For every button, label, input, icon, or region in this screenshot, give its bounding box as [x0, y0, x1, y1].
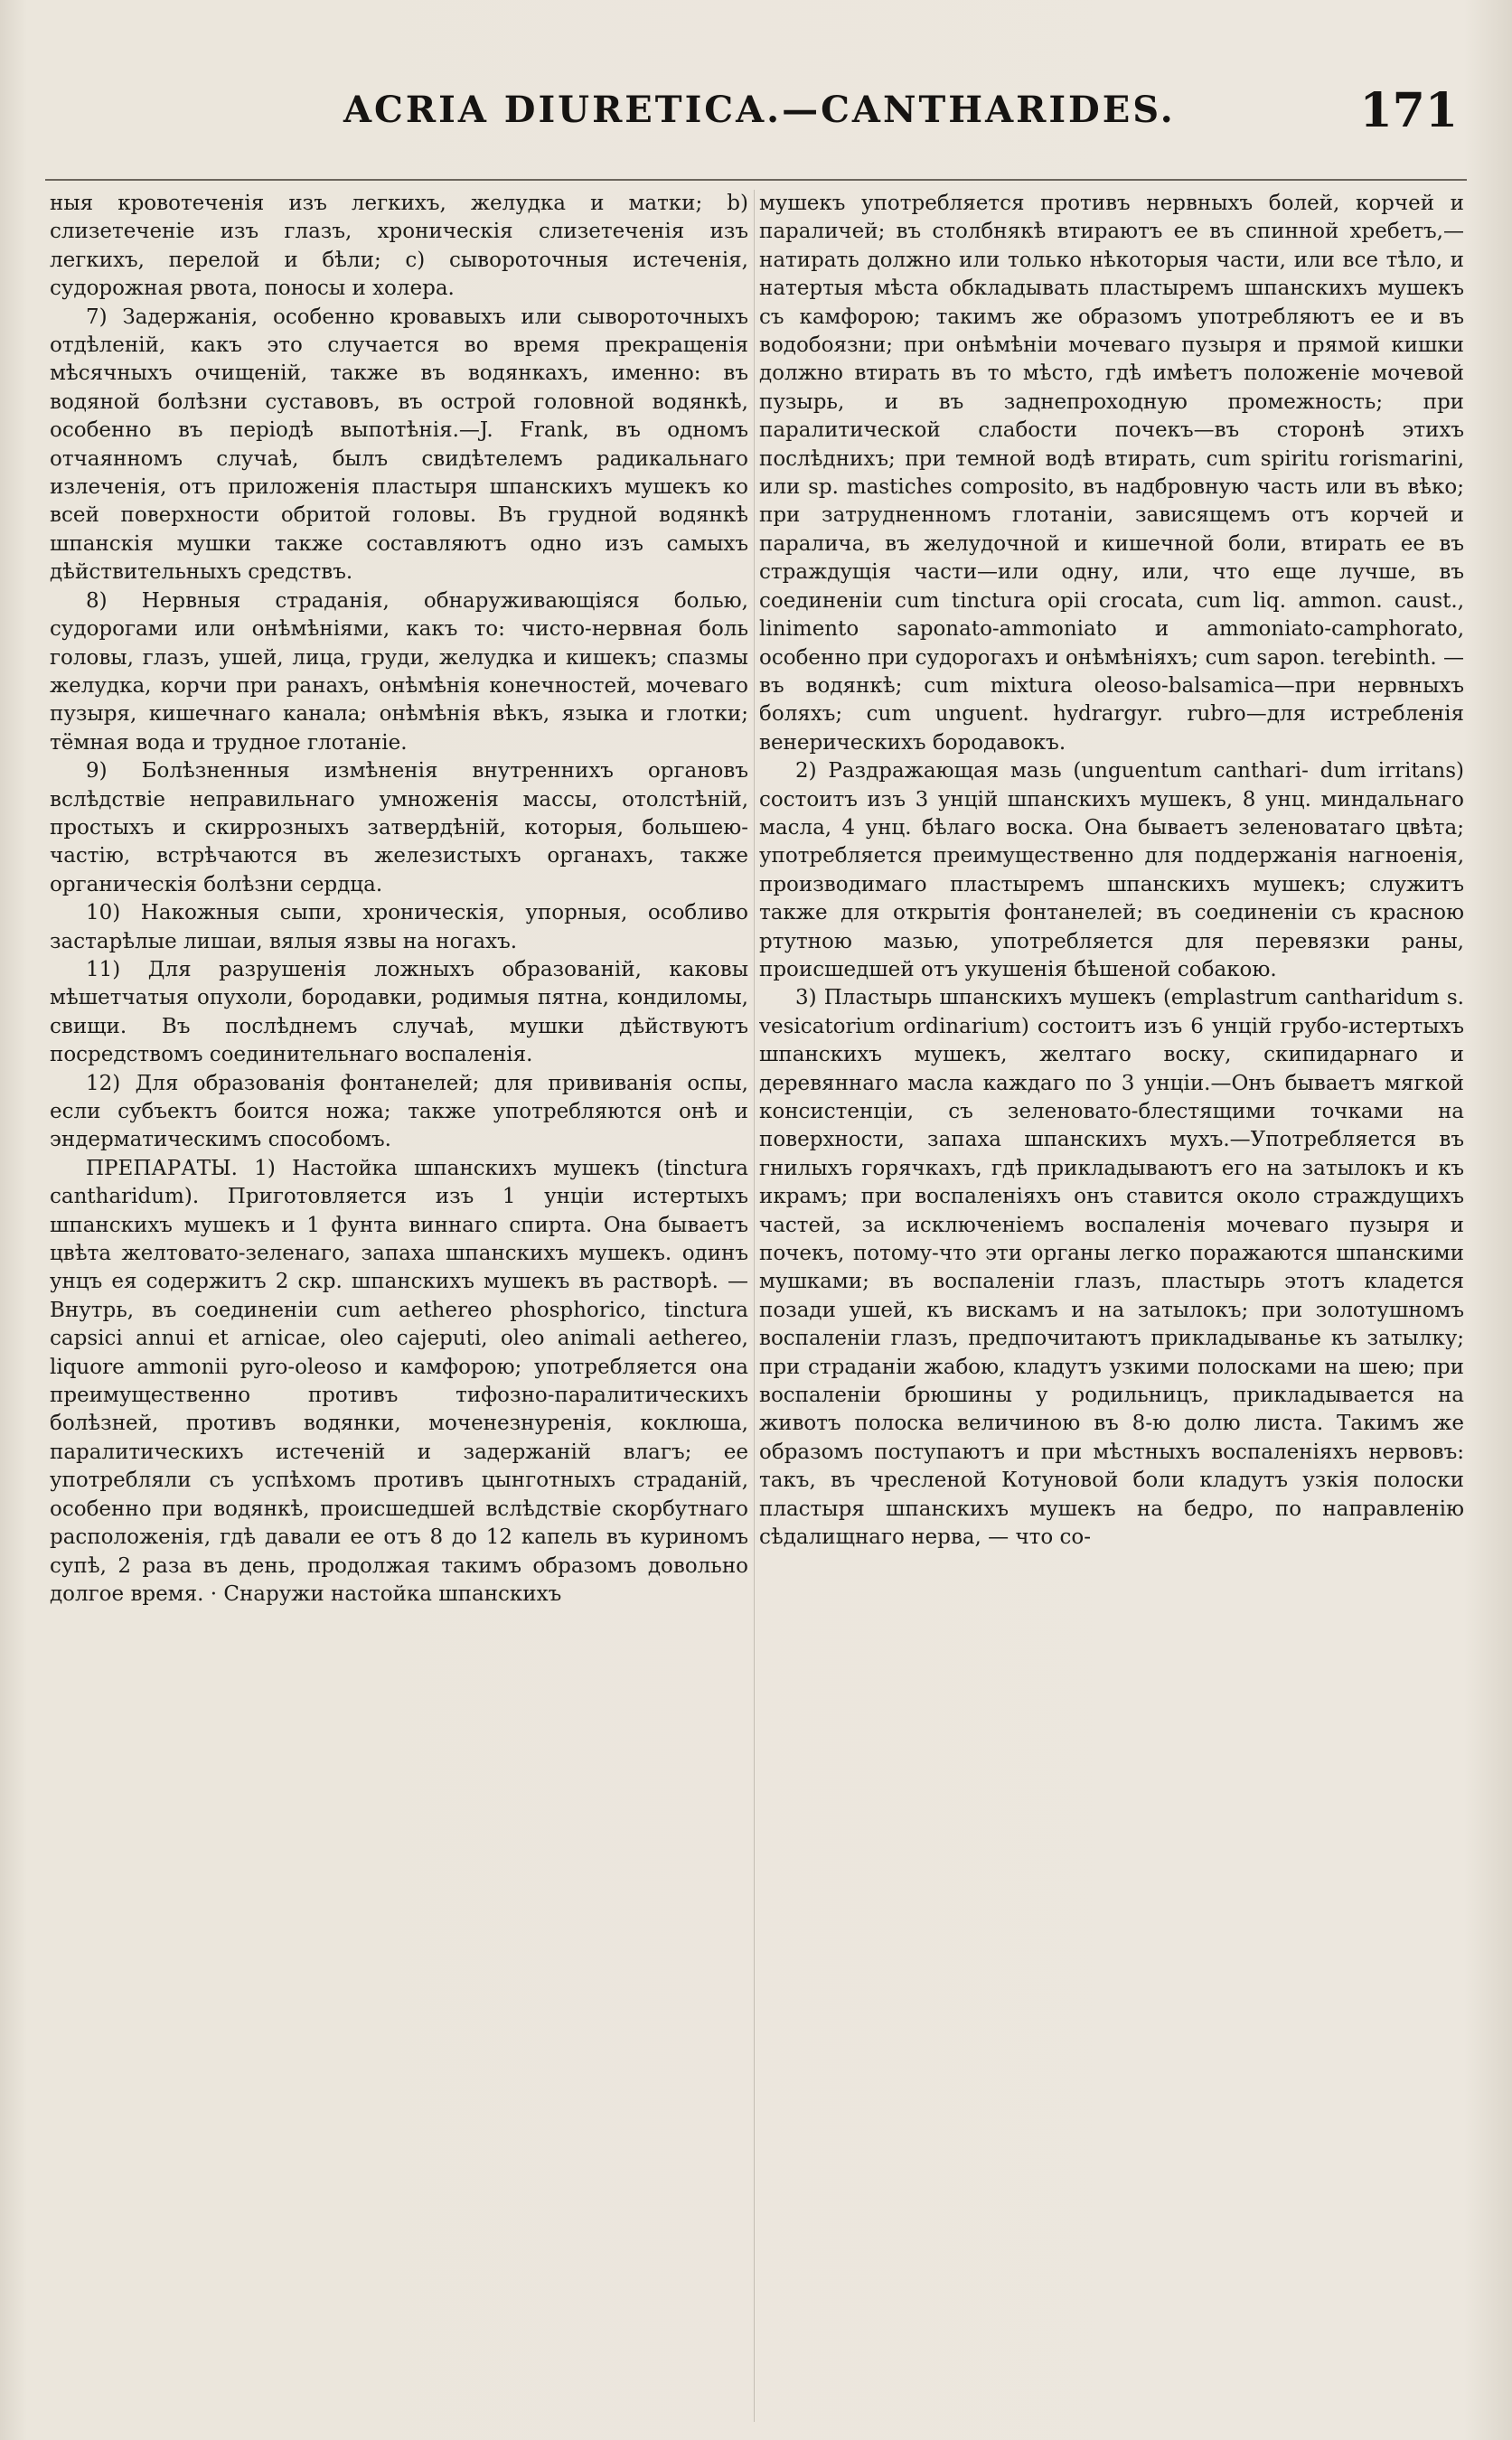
paragraph: мушекъ употребляется противъ нервныхъ болей, корчей и параличей; въ столбнякѣ втираютъ ее въ спинной хребетъ,—натирать должно или только нѣкоторыя части, или все тѣло, и натертыя мѣста обкладывать пластыремъ шпанскихъ мушекъ съ камфорою; такимъ же образомъ употребляютъ ее и въ водобоязни; при онѣмѣніи мочеваго пузыря и прямой кишки должно втирать въ то мѣсто, гдѣ имѣетъ положеніе мочевой пузырь, и въ заднепроходную промежность; при паралитической слабости почекъ—въ сторонѣ этихъ послѣднихъ; при темной водѣ втирать, cum spiritu rorismarini, или sp. mastiches composito, въ надбровную часть или въ вѣко; при затрудненномъ глотаніи, зависящемъ отъ корчей и паралича, въ желудочной и кишечной боли, втирать ее въ страждущія части—или одну, или, что еще лучше, въ соединеніи cum tinctura opii crocata, cum liq. ammon. caust., linimento saponato-ammoniato и ammoniato-camphorato, особенно при судорогахъ и онѣмѣніяхъ; cum sapon. terebinth. — въ водянкѣ; cum mixtura oleoso-balsamica—при нервныхъ боляхъ; cum unguent. hydrargyr. rubro—для истребленія венерическихъ бородавокъ. — [759, 192, 1464, 755]
page-header — [0, 83, 1512, 155]
right-column — [759, 190, 1464, 2422]
left-column — [50, 190, 748, 2422]
paragraph: 8) Нервныя страданія, обнаруживающіяся болью, судорогами или онѣмѣніями, какъ то: чисто-нервная боль головы, глазъ, ушей, лица, груди, желудка и кишекъ; спазмы желудка, корчи при ранахъ, онѣмѣнія конечностей, мочеваго пузыря, кишечнаго канала; онѣмѣнія вѣкъ, языка и глотки; тёмная вода и трудное глотаніе. — [50, 588, 748, 755]
paragraph: 11) Для разрушенія ложныхъ образованій, каковы мѣшетчатыя опухоли, бородавки, родимыя пятна, кондиломы, свищи. Въ послѣднемъ случаѣ, мушки дѣйствуютъ посредствомъ соединительнаго воспаленія. — [50, 957, 748, 1067]
page-number: 171 — [1359, 83, 1458, 138]
paragraph: 7) Задержанія, особенно кровавыхъ или сывороточныхъ отдѣленій, какъ это случается во время прекращенія мѣсячныхъ очищеній, также въ водянкахъ, именно: въ водяной болѣзни суставовъ, въ острой головной водянкѣ, особенно въ періодѣ выпотѣнія.—J. Frank, въ одномъ отчаянномъ случаѣ, былъ свидѣтелемъ радикальнаго излеченія, отъ приложенія пластыря шпанскихъ мушекъ ко всей поверхности обритой головы. Въ грудной водянкѣ шпанскія мушки также составляютъ одно изъ самыхъ дѣйствительныхъ средствъ. — [50, 305, 748, 585]
paragraph: 12) Для образованія фонтанелей; для прививанія оспы, если субъектъ боится ножа; также употребляются онѣ и эндерматическимъ способомъ. — [50, 1071, 748, 1152]
paragraph: 3) Пластырь шпанскихъ мушекъ (emplastrum cantharidum s. vesicatorium ordinarium) состоитъ изъ 6 унцій грубо-истертыхъ шпанскихъ мушекъ, желтаго воску, скипидарнаго и деревяннаго масла каждаго по 3 унціи.—Онъ бываетъ мягкой консистенціи, съ зеленовато-блестящими точками на поверхности, запаха шпанскихъ мухъ.—Употребляется въ гнилыхъ горячкахъ, гдѣ прикладываютъ его на затылокъ и къ икрамъ; при воспаленіяхъ онъ ставится около страждущихъ частей, за исключеніемъ воспаленія мочеваго пузыря и почекъ, потому-что эти органы легко поражаются шпанскими мушками; въ воспаленіи глазъ, пластырь этотъ кладется позади ушей, къ вискамъ и на затылокъ; при золотушномъ воспаленіи глазъ, предпочитаютъ прикладыванье къ затылку; при страданіи жабою, кладутъ узкими полосками на шею; при воспаленіи брюшины у родильницъ, прикладывается на животъ полоска величиною въ 8-ю долю листа. Такимъ же образомъ поступаютъ и при мѣстныхъ воспаленіяхъ нервовъ: такъ, въ чресленой Котуновой боли кладутъ узкія полоски пластыря шпанскихъ мушекъ на бедро, по направленію сѣдалищнаго нерва, — что со- — [759, 986, 1464, 1550]
paragraph: ныя кровотеченія изъ легкихъ, желудка и матки; b) слизетеченіе изъ глазъ, хроническія слизетеченія изъ легкихъ, перелой и бѣли; с) сывороточныя истеченія, судорожная рвота, поносы и холера. — [50, 192, 748, 301]
paragraph: 2) Раздражающая мазь (unguentum canthari- dum irritans) состоитъ изъ 3 унцій шпанскихъ мушекъ, 8 унц. миндальнаго масла, 4 унц. бѣлаго воска. Она бываетъ зеленоватаго цвѣта; употребляется преимущественно для поддержанія нагноенія, производимаго пластыремъ шпанскихъ мушекъ; служитъ также для открытія фонтанелей; въ соединеніи съ красною ртутною мазью, употребляется для перевязки раны, происшедшей отъ укушенія бѣшеной собакою. — [759, 759, 1464, 981]
paragraph: 10) Накожныя сыпи, хроническія, упорныя, особливо застарѣлые лишаи, вялыя язвы на ногахъ. — [50, 901, 748, 953]
column-divider — [754, 190, 755, 2422]
header-rule — [45, 179, 1467, 181]
running-title: ACRIA DIURETICA.—CANTHARIDES. — [343, 89, 1176, 131]
paragraph: 9) Болѣзненныя измѣненія внутреннихъ органовъ вслѣдствіе неправильнаго умноженія массы, отолстѣній, простыхъ и скиррозныхъ затвердѣній, которыя, большею-частію, встрѣчаются въ железистыхъ органахъ, также органическія болѣзни сердца. — [50, 759, 748, 896]
paragraph: ПРЕПАРАТЫ. 1) Настойка шпанскихъ мушекъ (tinctura cantharidum). Приготовляется изъ 1 унціи истертыхъ шпанскихъ мушекъ и 1 фунта виннаго спирта. Она бываетъ цвѣта желтовато-зеленаго, запаха шпанскихъ мушекъ. одинъ унцъ ея содержитъ 2 скр. шпанскихъ мушекъ въ растворѣ. — Внутрь, въ соединеніи cum aethereo phosphorico, tinctura capsici annui et arnicae, oleo cajeputi, oleo animali aethereo, liquore ammonii pyro-oleoso и камфорою; употребляется она преимущественно противъ тифозно-паралитическихъ болѣзней, противъ водянки, моченезнуренія, коклюша, паралитическихъ истеченій и задержаній влагъ; ее употребляли съ успѣхомъ противъ цынготныхъ страданій, особенно при водянкѣ, происшедшей вслѣдствіе скорбутнаго расположенія, гдѣ давали ее отъ 8 до 12 капель въ куриномъ супѣ, 2 раза въ день, продолжая такимъ образомъ довольно долгое время. · Снаружи настойка шпанскихъ — [50, 1156, 748, 1606]
